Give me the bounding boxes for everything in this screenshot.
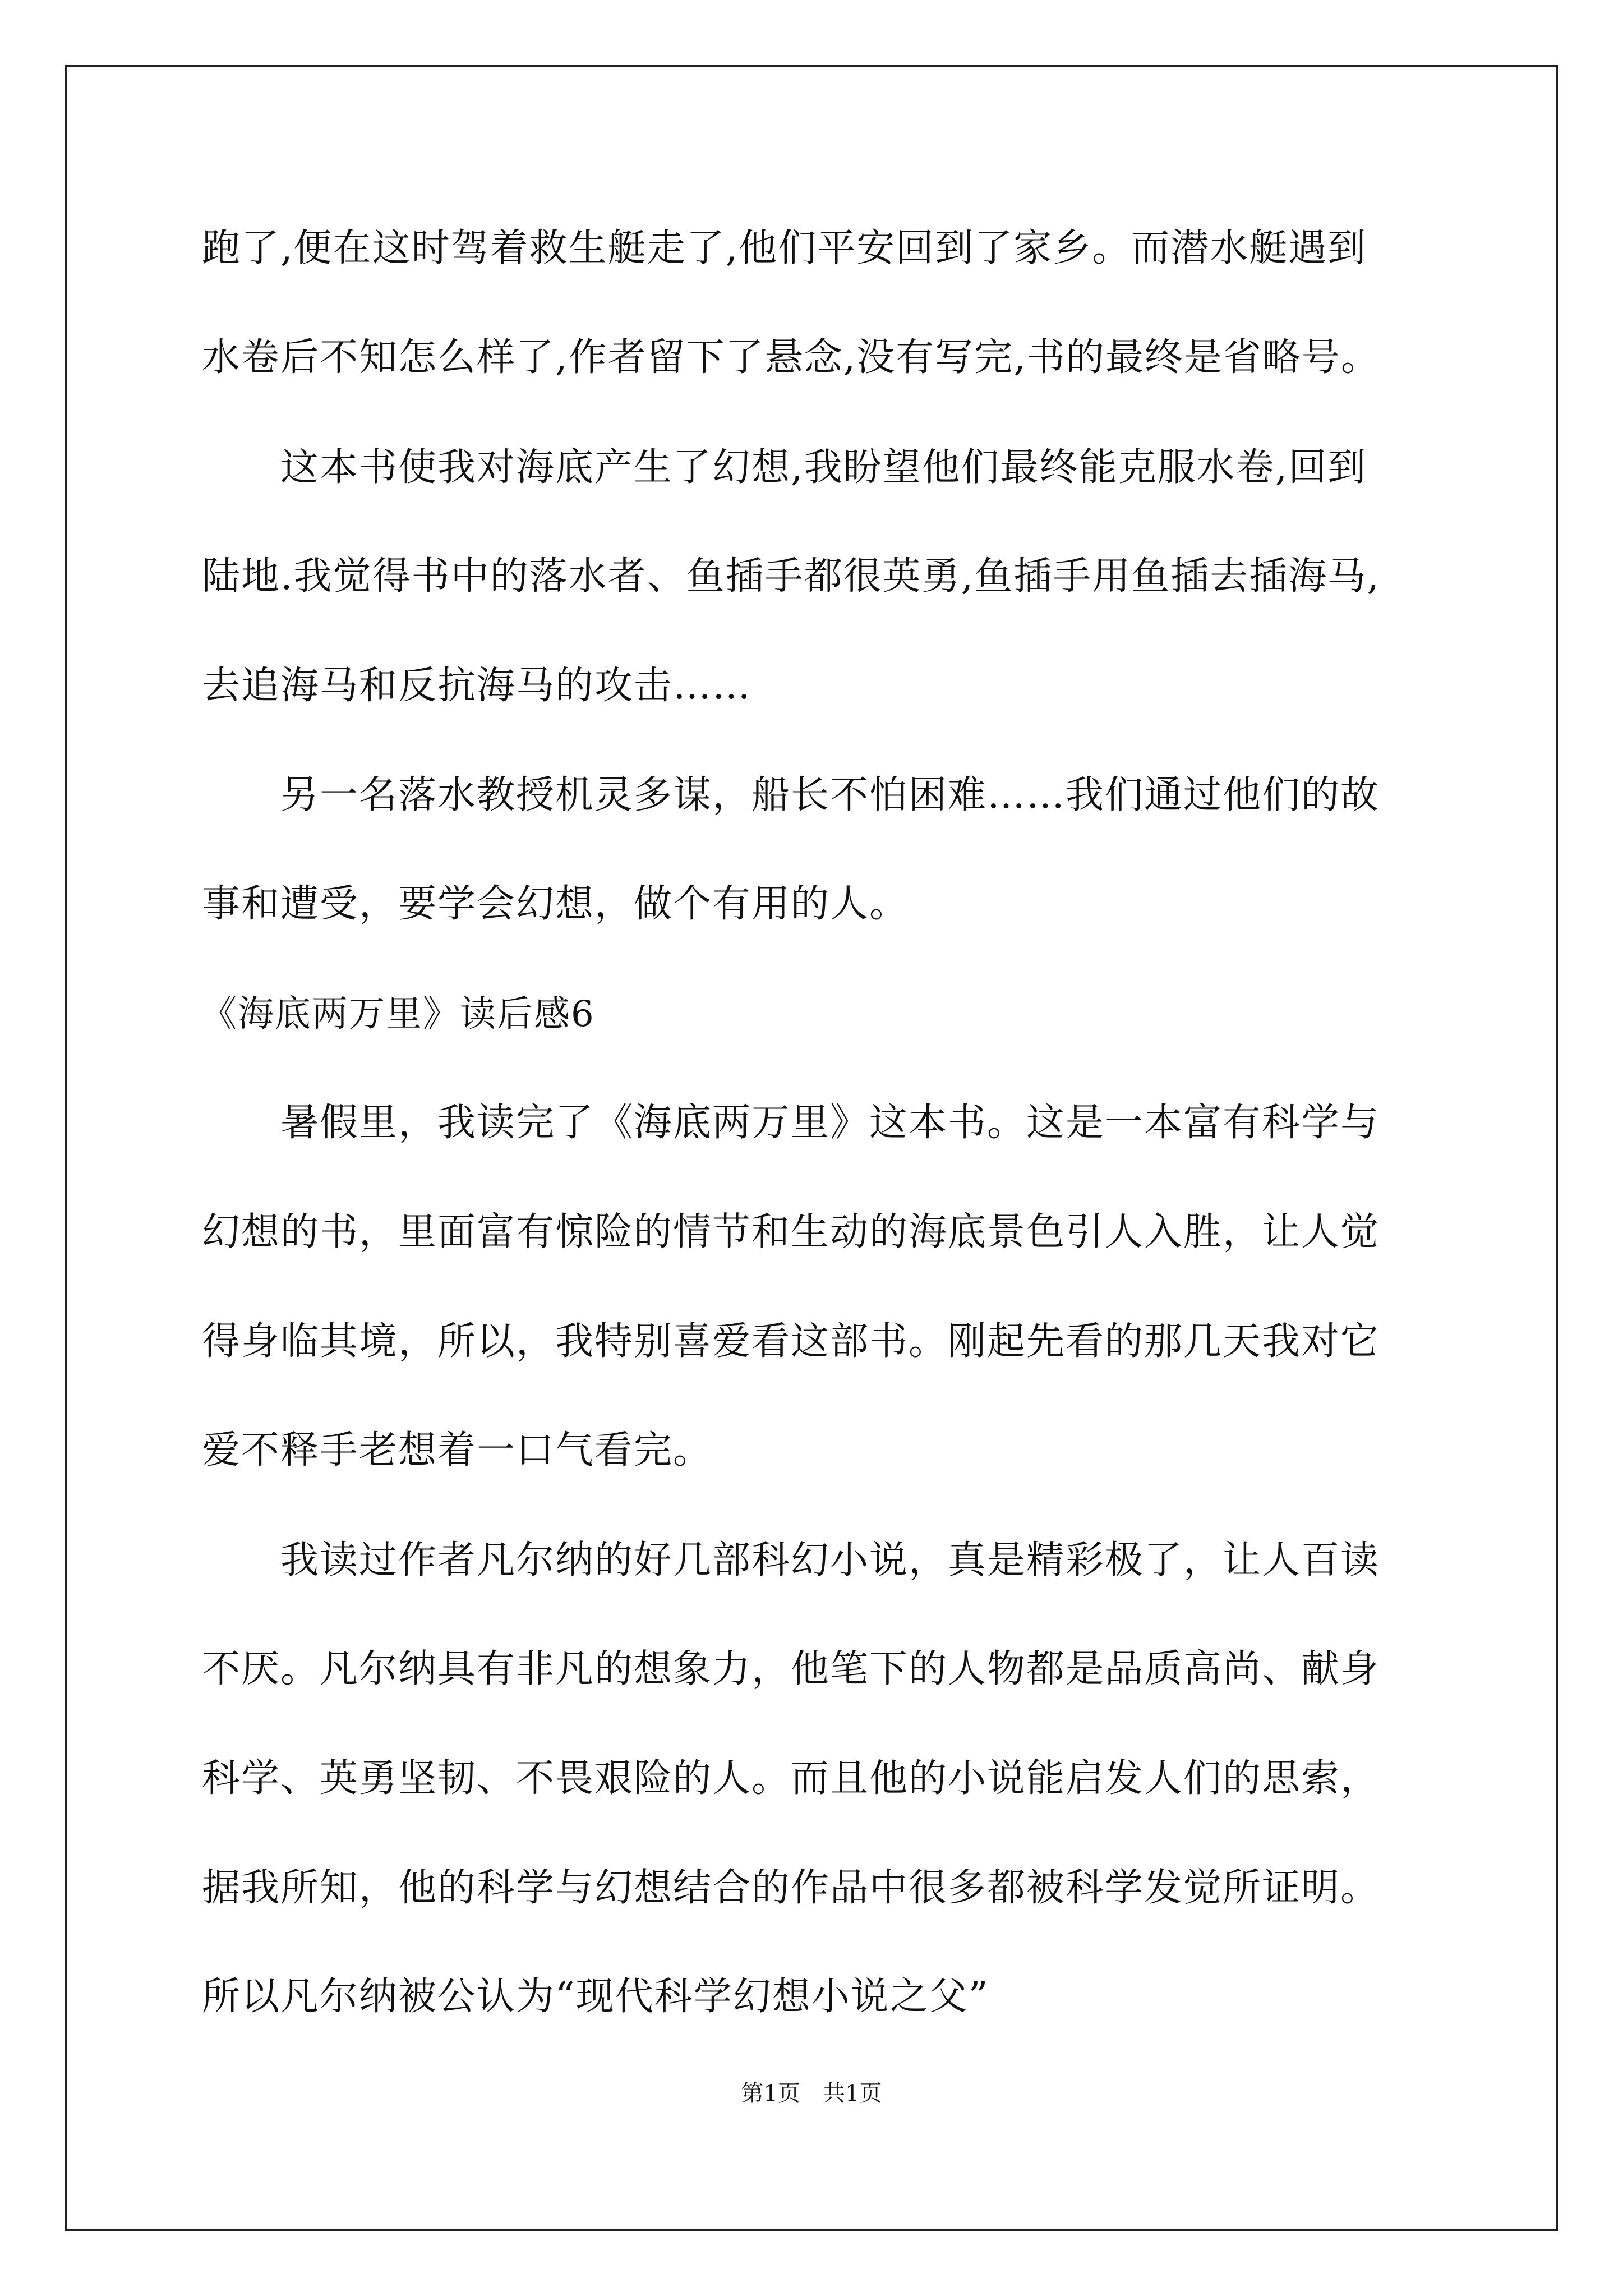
- paragraph-line-3: 这本书使我对海底产生了幻想,我盼望他们最终能克服水卷,回到: [280, 445, 1367, 490]
- paragraph-line-7: 事和遭受，要学会幻想，做个有用的人。: [202, 882, 909, 926]
- paragraph-line-17: 所以凡尔纳被公认为“现代科学幻想小说之父”: [202, 1975, 989, 2019]
- paragraph-line-2: 水卷后不知怎么样了,作者留下了悬念,没有写完,书的最终是省略号。: [202, 335, 1380, 380]
- paragraph-line-4: 陆地.我觉得书中的落水者、鱼插手都很英勇,鱼插手用鱼插去插海马,: [202, 554, 1380, 599]
- paragraph-line-14: 不厌。凡尔纳具有非凡的想象力，他笔下的人物都是品质高尚、献身: [202, 1647, 1380, 1691]
- page-number: 第1页: [741, 2081, 800, 2106]
- paragraph-line-5: 去追海马和反抗海马的攻击……: [202, 664, 752, 708]
- paragraph-line-11: 得身临其境，所以，我特别喜爱看这部书。刚起先看的那几天我对它: [202, 1319, 1380, 1364]
- paragraph-line-12: 爱不释手老想着一口气看完。: [202, 1428, 713, 1473]
- section-heading: 《海底两万里》读后感6: [201, 993, 595, 1035]
- paragraph-line-16: 据我所知，他的科学与幻想结合的作品中很多都被科学发觉所证明。: [202, 1866, 1380, 1910]
- page-total: 共1页: [823, 2081, 882, 2106]
- paragraph-line-1: 跑了,便在这时驾着救生艇走了,他们平安回到了家乡。而潜水艇遇到: [202, 226, 1367, 270]
- paragraph-line-6: 另一名落水教授机灵多谋，船长不怕困难……我们通过他们的故: [280, 773, 1380, 817]
- paragraph-line-13: 我读过作者凡尔纳的好几部科幻小说，真是精彩极了，让人百读: [280, 1538, 1380, 1582]
- paragraph-line-10: 幻想的书，里面富有惊险的情节和生动的海底景色引人入胜，让人觉: [202, 1210, 1380, 1254]
- paragraph-line-9: 暑假里，我读完了《海底两万里》这本书。这是一本富有科学与: [280, 1101, 1380, 1145]
- paragraph-line-15: 科学、英勇坚韧、不畏艰险的人。而且他的小说能启发人们的思索，: [202, 1756, 1380, 1801]
- page-footer: [0, 2080, 1623, 2107]
